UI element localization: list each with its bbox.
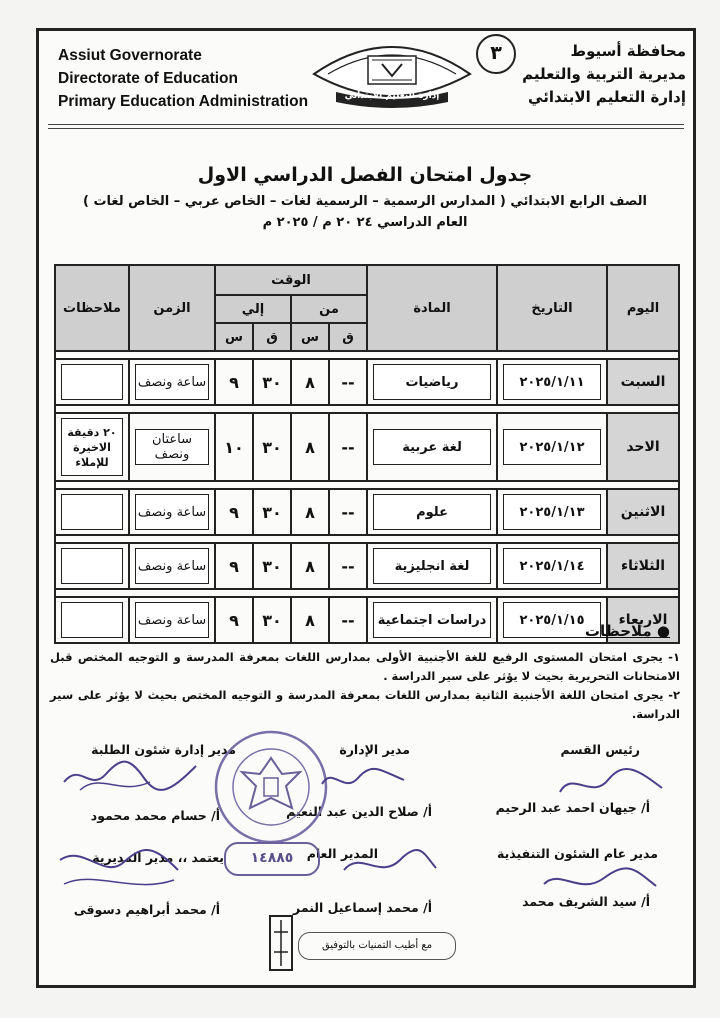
note-cell: ٢٠ دقيقة الاخيرة للإملاء: [55, 413, 129, 481]
header-subject: المادة: [367, 265, 497, 351]
table-row: [55, 489, 679, 535]
sig-title: مدير الإدارة: [339, 742, 410, 757]
sig-name: أ/ حسام محمد محمود: [90, 808, 220, 823]
sig-title: رئيس القسم: [560, 742, 640, 757]
logo-text: إدارة التعليم الابتدائي: [344, 91, 440, 101]
title-block: [50, 164, 680, 230]
header-from-q: ق: [329, 323, 367, 351]
to-q-cell: ٣٠: [253, 543, 291, 589]
day-cell: الثلاثاء: [607, 543, 679, 589]
subject-cell: لغة عربية: [367, 413, 497, 481]
table-row: [55, 413, 679, 481]
note-item: ١- يجرى امتحان المستوى الرفيع للغة الأجنبية الأولى بمدارس اللغات بمعرفة المدرسة و التوجيه المختص قبل الامتحانات التحريرية بحيث لا يؤثر على سير الدراسة .: [50, 650, 680, 683]
header-from-s: س: [291, 323, 329, 351]
header-right-arabic: [522, 40, 686, 109]
header-left-line: Primary Education Administration: [58, 93, 309, 110]
signature-scribble: [556, 762, 666, 806]
header-right-line: مديرية التربية والتعليم: [522, 65, 686, 83]
from-q-cell: --: [329, 413, 367, 481]
to-s-cell: ٩: [215, 489, 253, 535]
divider: [48, 124, 684, 125]
table-row: [55, 359, 679, 405]
from-q-cell: --: [329, 359, 367, 405]
decorative-ornament: [264, 912, 298, 974]
from-q-cell: --: [329, 543, 367, 589]
duration-cell: ساعة ونصف: [129, 597, 215, 643]
from-q-cell: --: [329, 489, 367, 535]
sig-name: أ/ سيد الشريف محمد: [522, 894, 650, 909]
subject-cell: علوم: [367, 489, 497, 535]
duration-cell: ساعة ونصف: [129, 543, 215, 589]
to-q-cell: ٣٠: [253, 489, 291, 535]
from-s-cell: ٨: [291, 597, 329, 643]
header-duration: الزمن: [129, 265, 215, 351]
header-to-s: س: [215, 323, 253, 351]
sig-title: المدير العام: [306, 846, 378, 861]
signature-scribble: [60, 752, 200, 798]
subject-cell: لغة انجليزية: [367, 543, 497, 589]
date-cell: ٢٠٢٥/١/١٣: [497, 489, 607, 535]
main-title: جدول امتحان الفصل الدراسي الاول: [197, 164, 533, 186]
grade-subtitle: الصف الرابع الابتدائي ( المدارس الرسمية – الرسمية لغات – الخاص عربي – الخاص لغات ): [82, 194, 647, 209]
header-right-line: محافظة أسيوط: [570, 42, 686, 60]
to-s-cell: ٩: [215, 597, 253, 643]
day-cell: الاربعاء: [607, 597, 679, 643]
to-q-cell: ٣٠: [253, 359, 291, 405]
academic-year: العام الدراسي ٢٤ ٢٠ م / ٢٠٢٥ م: [262, 215, 468, 230]
from-s-cell: ٨: [291, 359, 329, 405]
signature-scribble: [540, 862, 660, 902]
header-day: اليوم: [607, 265, 679, 351]
sig-title: مدير إدارة شئون الطلبة: [91, 742, 236, 757]
registration-stamp: ١٤٨٨٥: [224, 842, 320, 876]
header-to-q: ق: [253, 323, 291, 351]
notes-heading-text: ملاحظات: [584, 622, 652, 640]
signature-scribble: [318, 760, 408, 800]
signature-scribble: [54, 840, 184, 896]
date-cell: ٢٠٢٥/١/١٢: [497, 413, 607, 481]
from-s-cell: ٨: [291, 489, 329, 535]
note-cell: [55, 359, 129, 405]
duration-cell: ساعتان ونصف: [129, 413, 215, 481]
closing-banner: مع أطيب التمنيات بالتوفيق: [298, 932, 456, 960]
bullet-icon: ●: [651, 622, 670, 640]
header-notes: ملاحظات: [55, 265, 129, 351]
to-s-cell: ١٠: [215, 413, 253, 481]
date-cell: ٢٠٢٥/١/١٤: [497, 543, 607, 589]
sig-name: أ/ محمد إسماعيل النمر: [293, 900, 432, 915]
from-s-cell: ٨: [291, 543, 329, 589]
header-date: التاريخ: [497, 265, 607, 351]
duration-cell: ساعة ونصف: [129, 359, 215, 405]
divider: [48, 128, 684, 129]
sig-name: أ/ جيهان احمد عبد الرحيم: [495, 800, 650, 815]
to-q-cell: ٣٠: [253, 413, 291, 481]
date-cell: ٢٠٢٥/١/١١: [497, 359, 607, 405]
sig-name: أ/ محمد أبراهيم دسوقى: [73, 902, 220, 917]
from-q-cell: --: [329, 597, 367, 643]
duration-cell: ساعة ونصف: [129, 489, 215, 535]
note-item: ٢- يجرى امتحان اللغة الأجنبية الثانية بمدارس اللغات بمعرفة المدرسة و التوجيه المختص بحيث لا يؤثر على سير الدراسة.: [50, 688, 680, 721]
to-q-cell: ٣٠: [253, 597, 291, 643]
header-time: الوقت: [215, 265, 367, 295]
sig-title: مدير عام الشئون التنفيذية: [497, 846, 658, 861]
note-cell: [55, 597, 129, 643]
page-number-circle: ٣: [476, 34, 516, 74]
day-cell: الاثنين: [607, 489, 679, 535]
sig-name: أ/ صلاح الدين عبد النعيم: [286, 804, 432, 819]
header-from: من: [291, 295, 367, 323]
header-to: إلي: [215, 295, 291, 323]
education-logo: [306, 34, 478, 114]
notes-body: [50, 648, 680, 724]
to-s-cell: ٩: [215, 543, 253, 589]
exam-schedule-table: [54, 264, 680, 644]
to-s-cell: ٩: [215, 359, 253, 405]
header-left-line: Directorate of Education: [58, 70, 238, 87]
day-cell: السبت: [607, 359, 679, 405]
note-cell: [55, 489, 129, 535]
subject-cell: رياضيات: [367, 359, 497, 405]
table-row: [55, 543, 679, 589]
from-s-cell: ٨: [291, 413, 329, 481]
signature-scribble: [340, 840, 440, 886]
header-left-line: Assiut Governorate: [58, 47, 202, 64]
day-cell: الاحد: [607, 413, 679, 481]
sig-title: يعتمد ،، مدير المديرية: [92, 850, 224, 865]
eagle-seal-stamp: [212, 728, 330, 846]
subject-cell: دراسات اجتماعية: [367, 597, 497, 643]
date-cell: ٢٠٢٥/١/١٥: [497, 597, 607, 643]
notes-heading: [585, 622, 670, 640]
header-left-english: [58, 44, 308, 113]
note-cell: [55, 543, 129, 589]
header-right-line: إدارة التعليم الابتدائي: [528, 88, 686, 106]
